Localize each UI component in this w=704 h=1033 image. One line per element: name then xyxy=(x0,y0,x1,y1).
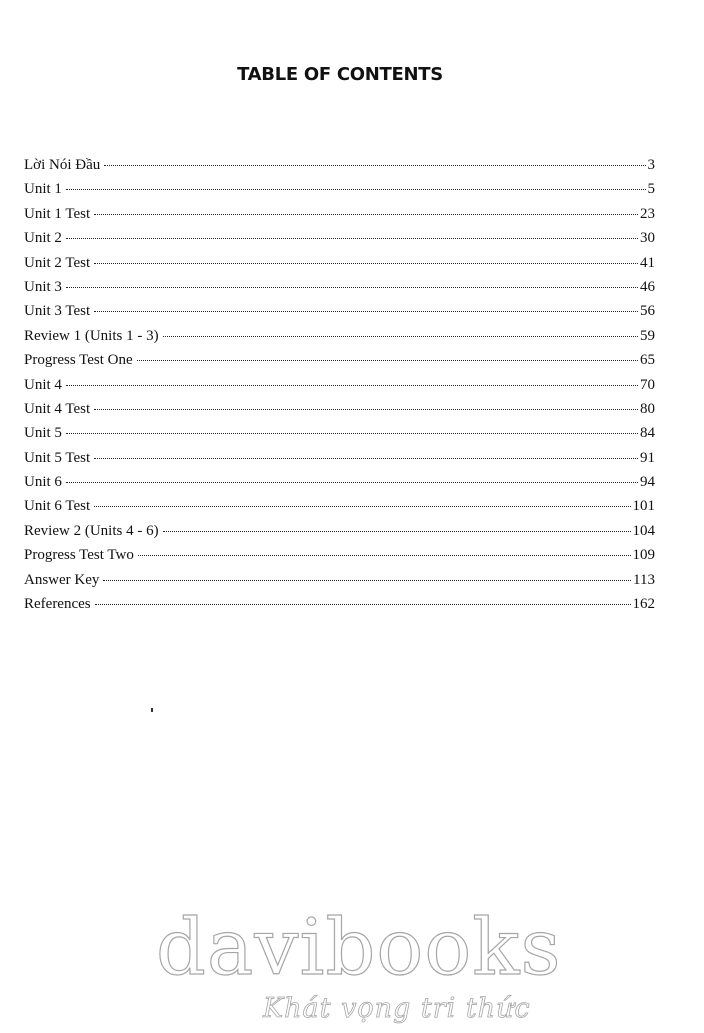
toc-entry-label: Answer Key xyxy=(24,571,100,588)
toc-entry xyxy=(24,401,655,425)
toc-entry-page-number: 91 xyxy=(640,449,655,466)
toc-dot-leader xyxy=(163,336,638,337)
toc-dot-leader xyxy=(94,506,630,507)
table-of-contents xyxy=(24,157,655,620)
toc-entry-page-number: 84 xyxy=(640,425,655,442)
toc-entry xyxy=(24,206,655,230)
toc-entry xyxy=(24,596,655,620)
toc-entry-label: Unit 1 xyxy=(24,181,62,198)
toc-entry-page-number: 41 xyxy=(640,254,655,271)
toc-entry-page-number: 46 xyxy=(640,278,655,295)
toc-entry-page-number: 23 xyxy=(640,205,655,222)
toc-entry xyxy=(24,474,655,498)
toc-dot-leader xyxy=(94,214,638,215)
toc-entry xyxy=(24,279,655,303)
toc-entry-label: Unit 2 xyxy=(24,230,62,247)
toc-entry-page-number: 162 xyxy=(632,596,655,613)
toc-entry-label: Unit 6 Test xyxy=(24,498,91,515)
toc-entry-page-number: 109 xyxy=(632,547,655,564)
scan-speck xyxy=(151,708,153,712)
toc-entry-label: Unit 4 xyxy=(24,376,62,393)
toc-dot-leader xyxy=(66,433,638,434)
toc-entry xyxy=(24,425,655,449)
toc-dot-leader xyxy=(94,263,638,264)
toc-dot-leader xyxy=(104,165,645,166)
toc-entry xyxy=(24,255,655,279)
toc-entry xyxy=(24,181,655,205)
toc-entry-label: Review 1 (Units 1 - 3) xyxy=(24,327,159,344)
toc-entry-label: Unit 3 xyxy=(24,278,62,295)
toc-entry xyxy=(24,547,655,571)
toc-entry-label: Unit 5 xyxy=(24,425,62,442)
toc-entry-label: Unit 4 Test xyxy=(24,400,91,417)
toc-entry xyxy=(24,377,655,401)
toc-entry-label: Lời Nói Đầu xyxy=(24,157,101,173)
toc-dot-leader xyxy=(94,409,638,410)
toc-dot-leader xyxy=(66,238,638,239)
watermark-slogan: Khát vọng tri thức xyxy=(263,993,531,1024)
toc-dot-leader xyxy=(103,580,631,581)
toc-dot-leader xyxy=(66,385,638,386)
toc-entry-label: Unit 6 xyxy=(24,474,62,491)
toc-entry-page-number: 59 xyxy=(640,327,655,344)
toc-entry-page-number: 65 xyxy=(640,352,655,369)
toc-entry xyxy=(24,303,655,327)
toc-entry xyxy=(24,157,655,181)
toc-entry xyxy=(24,523,655,547)
toc-entry-label: Review 2 (Units 4 - 6) xyxy=(24,522,159,539)
toc-entry-label: References xyxy=(24,596,91,613)
toc-entry-label: Unit 5 Test xyxy=(24,449,91,466)
toc-dot-leader xyxy=(66,287,638,288)
toc-entry xyxy=(24,230,655,254)
page-title: TABLE OF CONTENTS xyxy=(237,64,443,85)
toc-dot-leader xyxy=(66,482,638,483)
toc-dot-leader xyxy=(95,604,631,605)
toc-dot-leader xyxy=(138,555,631,556)
toc-entry-page-number: 5 xyxy=(647,181,655,198)
toc-entry xyxy=(24,572,655,596)
toc-entry xyxy=(24,450,655,474)
publisher-watermark xyxy=(156,903,562,1030)
watermark-logo: davibooks xyxy=(156,903,562,993)
toc-entry-page-number: 30 xyxy=(640,230,655,247)
toc-entry-page-number: 56 xyxy=(640,303,655,320)
toc-entry-page-number: 94 xyxy=(640,474,655,491)
toc-entry-label: Unit 1 Test xyxy=(24,205,91,222)
toc-entry-page-number: 113 xyxy=(633,571,655,588)
toc-entry-page-number: 101 xyxy=(632,498,655,515)
toc-entry-label: Unit 2 Test xyxy=(24,254,91,271)
toc-entry-label: Progress Test Two xyxy=(24,547,134,564)
toc-entry-label: Unit 3 Test xyxy=(24,303,91,320)
toc-dot-leader xyxy=(94,458,638,459)
toc-entry-page-number: 104 xyxy=(632,522,655,539)
toc-entry xyxy=(24,498,655,522)
toc-entry xyxy=(24,328,655,352)
toc-dot-leader xyxy=(66,189,646,190)
toc-entry-label: Progress Test One xyxy=(24,352,133,369)
toc-dot-leader xyxy=(137,360,638,361)
toc-dot-leader xyxy=(163,531,631,532)
toc-entry xyxy=(24,352,655,376)
toc-entry-page-number: 80 xyxy=(640,400,655,417)
toc-entry-page-number: 70 xyxy=(640,376,655,393)
toc-dot-leader xyxy=(94,311,638,312)
toc-entry-page-number: 3 xyxy=(647,157,655,173)
